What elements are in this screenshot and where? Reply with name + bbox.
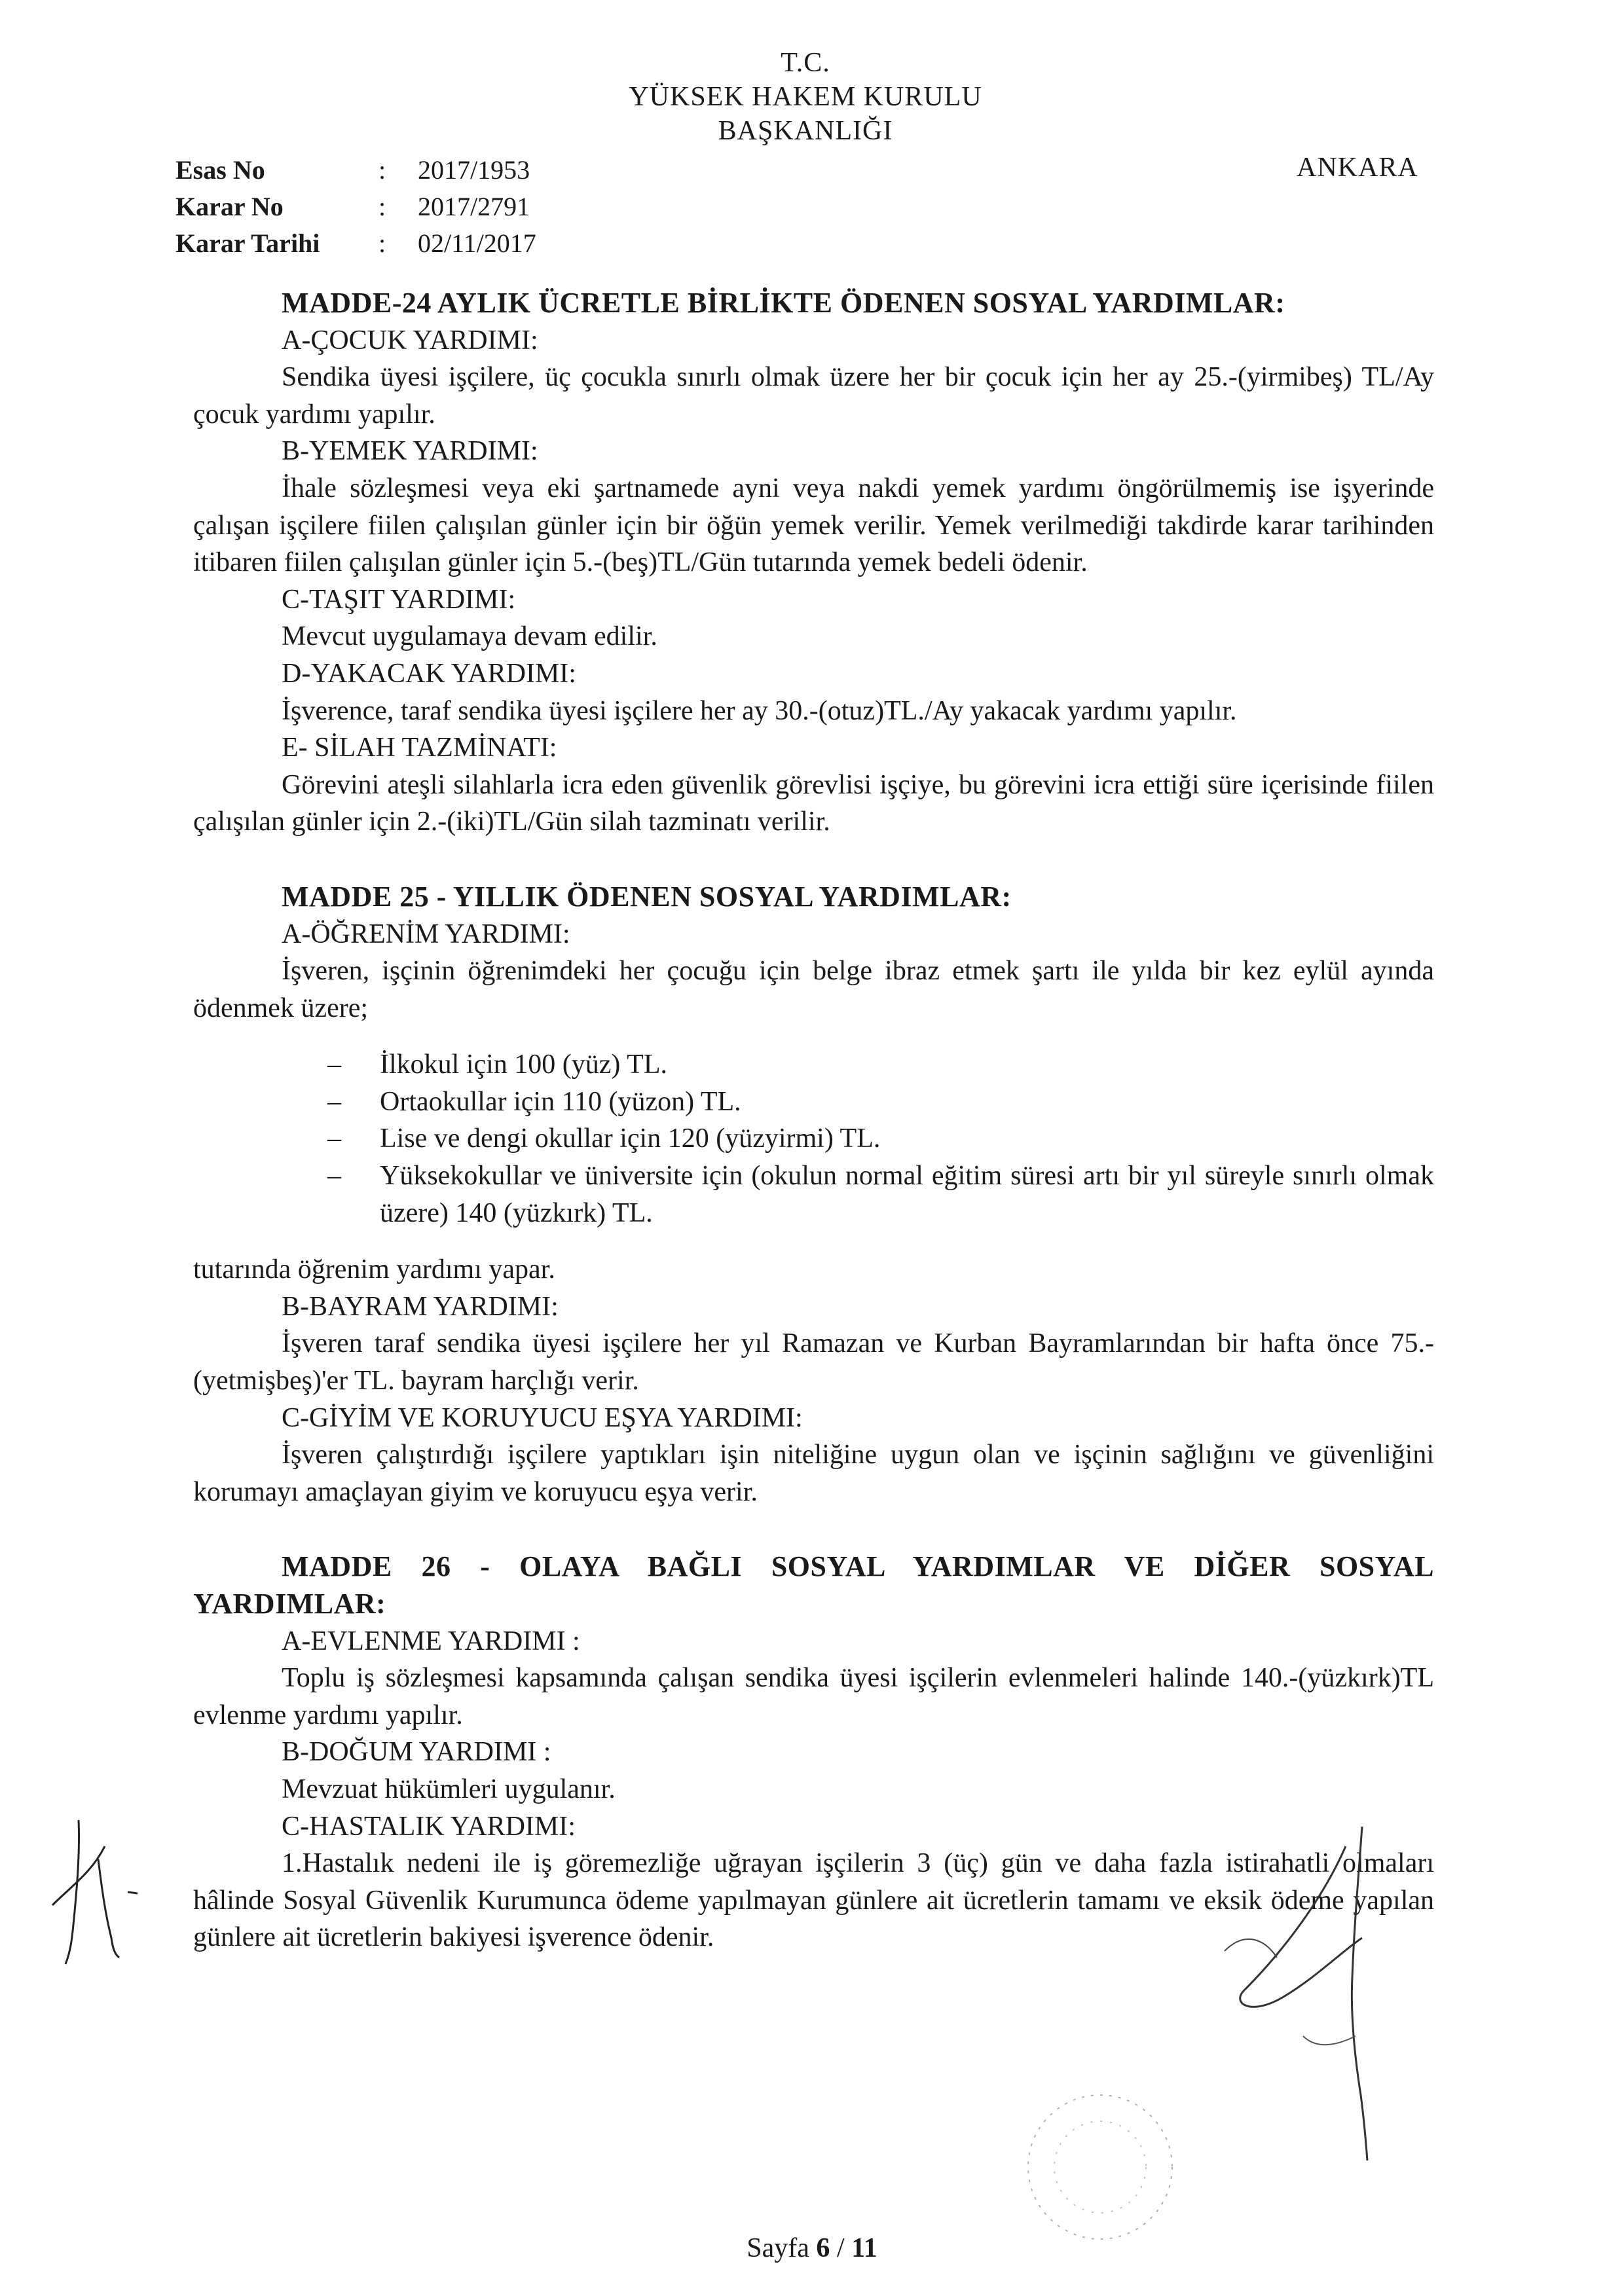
article-25-a-tail: tutarında öğrenim yardımı yapar. [193, 1254, 555, 1285]
article-24-c-title: C-TAŞIT YARDIMI: [282, 584, 516, 615]
meta-esas-label: Esas No [175, 155, 265, 185]
meta-karar-label: Karar No [175, 192, 284, 221]
page-number [0, 2232, 1624, 2264]
list-item: – İlkokul için 100 (yüz) TL. [327, 1046, 1434, 1084]
faint-stamp [982, 2082, 1218, 2252]
page-separator: / [830, 2233, 852, 2263]
meta-tarih-label: Karar Tarihi [175, 228, 320, 258]
article-24-c-text: Mevcut uygulamaya devam edilir. [282, 621, 657, 652]
article-25-a-title: A-ÖĞRENİM YARDIMI: [282, 919, 570, 949]
meta-karar [175, 189, 536, 225]
handwritten-initials-left [39, 1807, 144, 1977]
article-26-b-title: B-DOĞUM YARDIMI : [282, 1737, 551, 1768]
article-25-c-text: İşveren çalıştırdığı işçilere yaptıkları işin niteliğine uygun olan ve işçinin sağlığını ve güvenliğini korumayı amaçlayan giyim ve koruyucu eşya verir. [193, 1440, 1434, 1507]
article-26-c-text: 1.Hastalık nedeni ile iş göremezliğe uğrayan işçilerin 3 (üç) gün ve daha fazla istirahatli olmaları hâlinde Sosyal Güvenlik Kurumunca ödeme yapılmayan günlere ait ücretlerin tamamı ve eksik ödeme yapılan günlere ait ücretlerin bakiyesi işverence ödenir. [193, 1848, 1434, 1953]
article-25-c-title: C-GİYİM VE KORUYUCU EŞYA YARDIMI: [282, 1402, 803, 1433]
case-meta [175, 152, 536, 262]
article-25-b-text: İşveren taraf sendika üyesi işçilere her yıl Ramazan ve Kurban Bayramlarından bir hafta önce 75.-(yetmişbeş)'er TL. bayram harçlığı verir. [193, 1328, 1434, 1396]
list-item: – Yüksekokullar ve üniversite için (okulun normal eğitim süresi artı bir yıl süreyle sınırlı olmak üzere) 140 (yüzkırk) TL. [327, 1157, 1434, 1231]
meta-esas [175, 152, 536, 189]
article-24-title: MADDE-24 AYLIK ÜCRETLE BİRLİKTE ÖDENEN SOSYAL YARDIMLAR: [282, 287, 1285, 319]
page-current: 6 [816, 2233, 830, 2263]
article-24-a-text: Sendika üyesi işçilere, üç çocukla sınırlı olmak üzere her bir çocuk için her ay 25.-(yirmibeş) TL/Ay çocuk yardımı yapılır. [193, 362, 1434, 429]
article-25-b-title: B-BAYRAM YARDIMI: [282, 1291, 559, 1322]
article-26-c-title: C-HASTALIK YARDIMI: [282, 1811, 576, 1842]
article-24-e-title: E- SİLAH TAZMİNATI: [282, 733, 557, 763]
header-institution: YÜKSEK HAKEM KURULU [629, 82, 982, 112]
article-25-a-text: İşveren, işçinin öğrenimdeki her çocuğu için belge ibraz etmek şartı ile yılda bir kez eylül ayında ödenmek üzere; [193, 956, 1434, 1023]
page-prefix: Sayfa [747, 2233, 817, 2263]
document-body [193, 285, 1434, 1956]
article-24-e-text: Görevini ateşli silahlarla icra eden güvenlik görevlisi işçiye, bu görevini icra ettiği süre içerisinde fiilen çalışılan günler için 2.-(iki)TL/Gün silah tazminatı verilir. [193, 769, 1434, 837]
meta-tarih-value: 02/11/2017 [418, 228, 536, 258]
meta-karar-value: 2017/2791 [418, 192, 530, 221]
meta-colon: : [378, 228, 386, 258]
header-city: ANKARA [1297, 153, 1418, 183]
article-26-a-title: A-EVLENME YARDIMI : [282, 1626, 580, 1656]
list-item: – Lise ve dengi okullar için 120 (yüzyirmi) TL. [327, 1120, 1434, 1157]
article-26-title: MADDE 26 - OLAYA BAĞLI SOSYAL YARDIMLAR VE DİĞER SOSYAL YARDIMLAR: [193, 1550, 1434, 1620]
list-item: – Ortaokullar için 110 (yüzon) TL. [327, 1084, 1434, 1121]
article-24-d-title: D-YAKACAK YARDIMI: [282, 658, 576, 689]
article-26-b-text: Mevzuat hükümleri uygulanır. [282, 1774, 616, 1804]
meta-esas-value: 2017/1953 [418, 155, 530, 185]
article-26-a-text: Toplu iş sözleşmesi kapsamında çalışan sendika üyesi işçilerin evlenmeleri halinde 140.-(yüzkırk)TL evlenme yardımı yapılır. [193, 1663, 1434, 1730]
meta-tarih [175, 225, 536, 262]
letterhead [524, 46, 1087, 148]
meta-colon: : [378, 192, 386, 221]
article-24-b-text: İhale sözleşmesi veya eki şartnamede ayni veya nakdi yemek yardımı öngörülmemiş ise işyerinde çalışan işçilere fiilen çalışılan günler için bir öğün yemek verilir. Yemek verilmediği takdirde karar tarihinden itibaren fiilen çalışılan günler için 5.-(beş)TL/Gün tutarında yemek bedeli ödenir. [193, 473, 1434, 578]
header-department: BAŞKANLIĞI [718, 116, 893, 146]
article-24-a-title: A-ÇOCUK YARDIMI: [282, 325, 538, 355]
article-25-title: MADDE 25 - YILLIK ÖDENEN SOSYAL YARDIMLAR: [282, 880, 1012, 913]
tuition-amount-list [193, 1046, 1434, 1231]
page-total: 11 [851, 2233, 877, 2263]
article-24-d-text: İşverence, taraf sendika üyesi işçilere her ay 30.-(otuz)TL./Ay yakacak yardımı yapılır. [282, 695, 1237, 726]
header-tc: T.C. [781, 48, 830, 78]
meta-colon: : [378, 155, 386, 185]
article-24-b-title: B-YEMEK YARDIMI: [282, 436, 538, 467]
